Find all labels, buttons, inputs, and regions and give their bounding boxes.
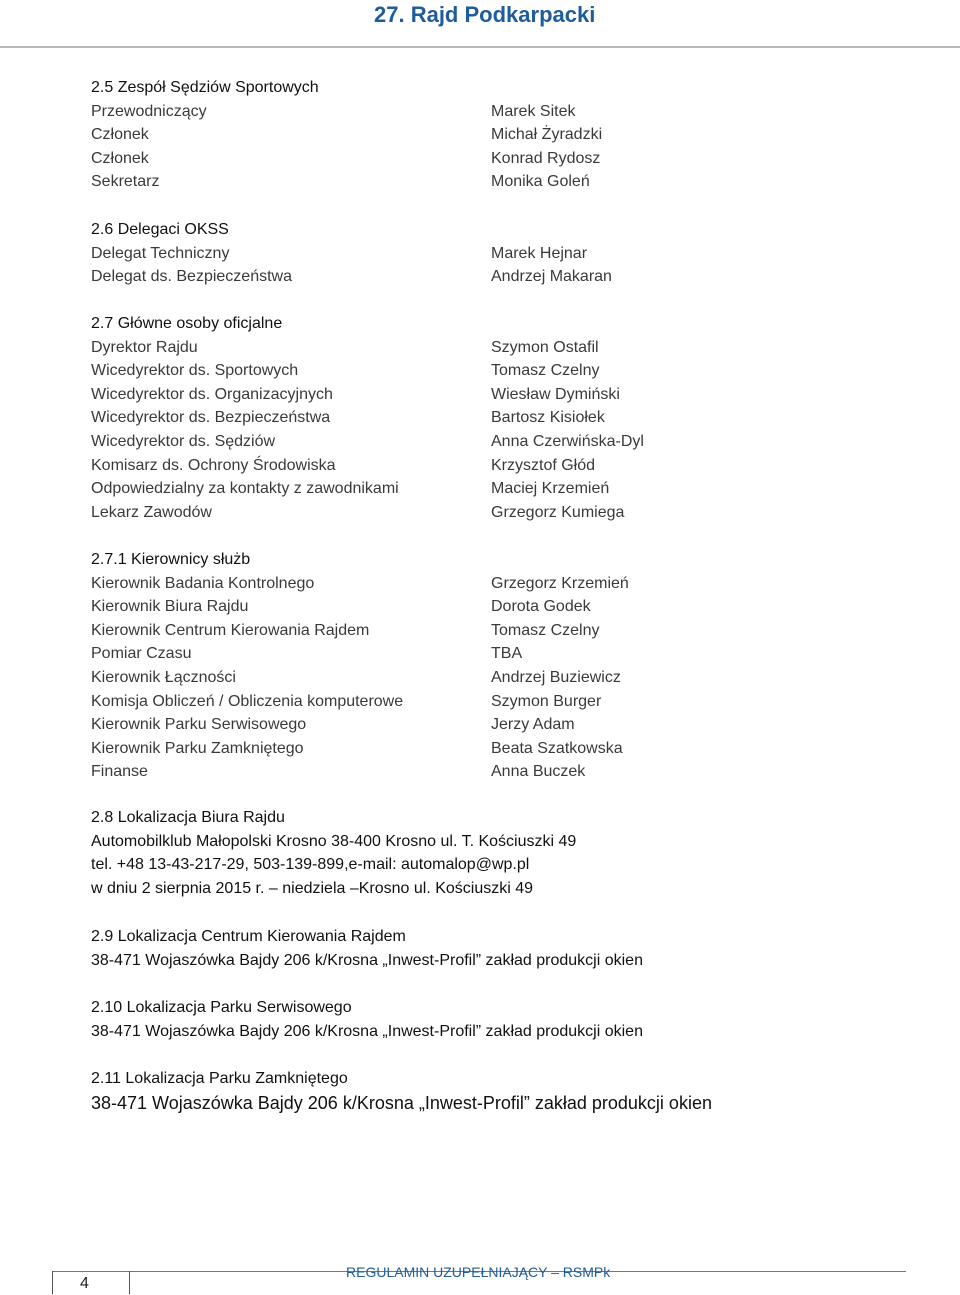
role-label: Kierownik Łączności	[91, 668, 236, 686]
role-label: Komisarz ds. Ochrony Środowiska	[91, 456, 336, 474]
role-label: Członek	[91, 149, 149, 167]
person-name: Grzegorz Krzemień	[491, 574, 629, 592]
person-name: Marek Sitek	[491, 102, 576, 120]
section-title: 2.8 Lokalizacja Biura Rajdu	[91, 809, 285, 826]
address-line: 38-471 Wojaszówka Bajdy 206 k/Krosna „Inwest-Profil” zakład produkcji okien	[91, 951, 643, 969]
person-name: Andrzej Buziewicz	[491, 668, 621, 686]
section-control-center-location	[91, 925, 891, 972]
footer-document-title: REGULAMIN UZUPEŁNIAJĄCY – RSMPk	[346, 1264, 611, 1280]
role-label: Dyrektor Rajdu	[91, 338, 198, 356]
role-label: Delegat Techniczny	[91, 244, 230, 262]
person-name: Wiesław Dymiński	[491, 385, 620, 403]
person-name: Krzysztof Głód	[491, 456, 596, 474]
role-row	[91, 454, 891, 478]
role-label: Wicedyrektor ds. Sportowych	[91, 362, 299, 380]
section-delegates	[91, 218, 891, 289]
section-title: 2.9 Lokalizacja Centrum Kierowania Rajdem	[91, 928, 406, 945]
address-line: 38-471 Wojaszówka Bajdy 206 k/Krosna „Inwest-Profil” zakład produkcji okien	[91, 1022, 643, 1040]
role-label: Kierownik Badania Kontrolnego	[91, 574, 315, 592]
role-label: Przewodniczący	[91, 102, 207, 120]
person-name: Konrad Rydosz	[491, 149, 601, 167]
role-label: Pomiar Czasu	[91, 645, 192, 663]
role-label: Wicedyrektor ds. Bezpieczeństwa	[91, 409, 331, 427]
role-label: Finanse	[91, 763, 148, 781]
section-judges	[91, 76, 891, 194]
person-name: Andrzej Makaran	[491, 268, 612, 286]
person-name: Jerzy Adam	[491, 716, 575, 734]
person-name: Grzegorz Kumiega	[491, 503, 625, 521]
role-row	[91, 406, 891, 430]
person-name: Monika Goleń	[491, 173, 590, 191]
person-name: Szymon Ostafil	[491, 338, 599, 356]
person-name: Tomasz Czelny	[491, 362, 600, 380]
header-divider	[0, 46, 960, 48]
role-label: Delegat ds. Bezpieczeństwa	[91, 268, 292, 286]
role-row	[91, 619, 891, 643]
role-label: Wicedyrektor ds. Organizacyjnych	[91, 385, 333, 403]
role-row	[91, 713, 891, 737]
person-name: Anna Buczek	[491, 763, 586, 781]
page-number-box	[52, 1271, 130, 1294]
role-row	[91, 147, 891, 171]
page-header-title: 27. Rajd Podkarpacki	[374, 2, 596, 27]
person-name: Maciej Krzemień	[491, 480, 610, 498]
role-label: Odpowiedzialny za kontakty z zawodnikami	[91, 480, 399, 498]
role-label: Kierownik Parku Zamkniętego	[91, 739, 304, 757]
role-label: Komisja Obliczeń / Obliczenia komputerowe	[91, 692, 404, 710]
role-label: Członek	[91, 126, 149, 144]
section-title: 2.11 Lokalizacja Parku Zamkniętego	[91, 1070, 348, 1087]
role-row	[91, 170, 891, 194]
role-row	[91, 642, 891, 666]
role-row	[91, 359, 891, 383]
address-line: Automobilklub Małopolski Krosno 38-400 Krosno ul. T. Kościuszki 49	[91, 832, 577, 850]
person-name: Beata Szatkowska	[491, 739, 623, 757]
section-title: 2.7 Główne osoby oficjalne	[91, 315, 283, 332]
role-label: Wicedyrektor ds. Sędziów	[91, 432, 276, 450]
address-line: 38-471 Wojaszówka Bajdy 206 k/Krosna „Inwest-Profil” zakład produkcji okien	[91, 1092, 712, 1113]
role-row	[91, 383, 891, 407]
role-row	[91, 430, 891, 454]
role-row	[91, 760, 891, 784]
role-row	[91, 336, 891, 360]
role-row	[91, 501, 891, 525]
section-title: 2.10 Lokalizacja Parku Serwisowego	[91, 999, 352, 1016]
page-number: 4	[80, 1275, 89, 1292]
section-title: 2.5 Zespół Sędziów Sportowych	[91, 79, 319, 96]
section-officials	[91, 312, 891, 524]
role-row	[91, 265, 891, 289]
person-name: Szymon Burger	[491, 692, 602, 710]
role-row	[91, 100, 891, 124]
section-title: 2.6 Delegaci OKSS	[91, 221, 229, 238]
role-label: Kierownik Parku Serwisowego	[91, 716, 307, 734]
role-row	[91, 595, 891, 619]
person-name: Tomasz Czelny	[491, 621, 600, 639]
role-row	[91, 690, 891, 714]
section-title: 2.7.1 Kierownicy służb	[91, 551, 251, 568]
role-label: Lekarz Zawodów	[91, 503, 212, 521]
person-name: Michał Żyradzki	[491, 126, 603, 144]
section-office-location	[91, 806, 891, 900]
role-row	[91, 242, 891, 266]
section-service-heads	[91, 548, 891, 784]
role-label: Kierownik Centrum Kierowania Rajdem	[91, 621, 370, 639]
person-name: Dorota Godek	[491, 598, 591, 616]
role-label: Kierownik Biura Rajdu	[91, 598, 249, 616]
role-row	[91, 666, 891, 690]
section-closed-park-location	[91, 1067, 891, 1116]
person-name: Bartosz Kisiołek	[491, 409, 605, 427]
contact-line: tel. +48 13-43-217-29, 503-139-899,e-mail: automalop@wp.pl	[91, 856, 530, 874]
date-line: w dniu 2 sierpnia 2015 r. – niedziela –Krosno ul. Kościuszki 49	[91, 879, 534, 897]
person-name: Anna Czerwińska-Dyl	[491, 432, 644, 450]
role-row	[91, 477, 891, 501]
role-row	[91, 737, 891, 761]
role-row	[91, 572, 891, 596]
person-name: Marek Hejnar	[491, 244, 588, 262]
role-label: Sekretarz	[91, 173, 160, 191]
section-service-park-location	[91, 996, 891, 1043]
role-row	[91, 123, 891, 147]
person-name: TBA	[491, 645, 523, 663]
